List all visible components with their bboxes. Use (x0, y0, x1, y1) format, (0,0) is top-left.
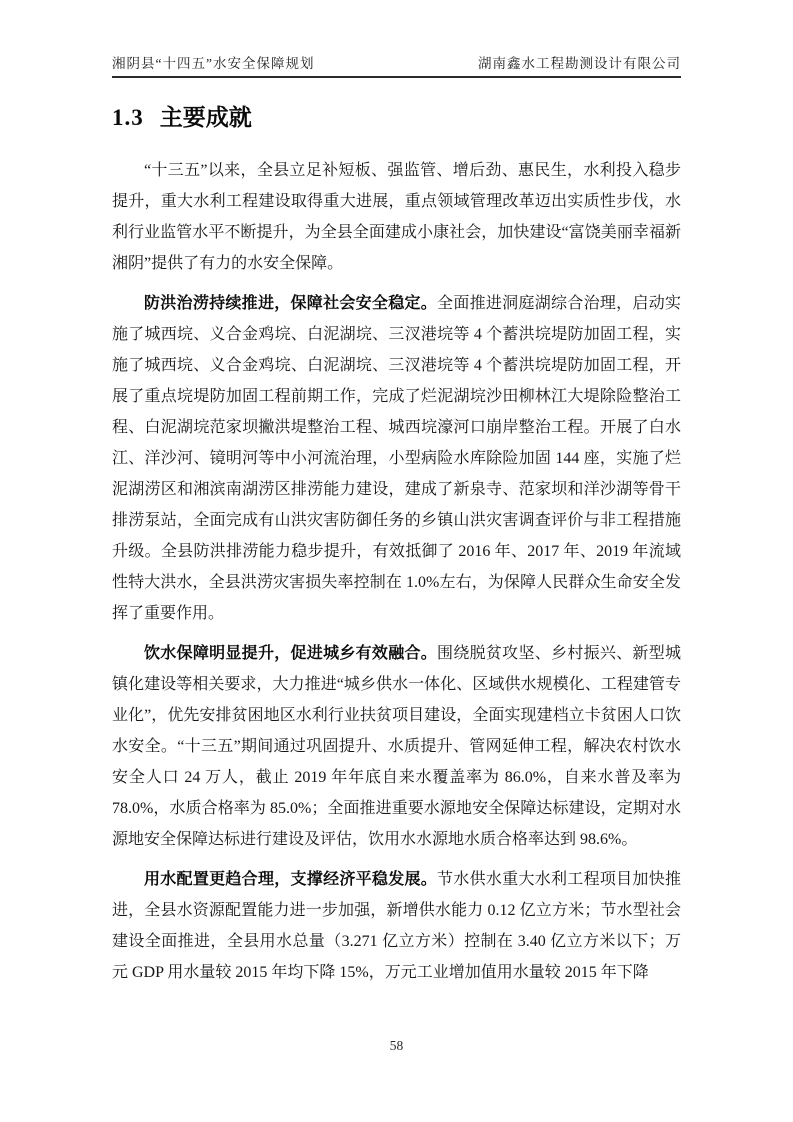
paragraph-flood-control (112, 288, 681, 629)
paragraph-drinking-water (112, 638, 681, 855)
paragraph-lead: 用水配置更趋合理，支撑经济平稳发展。 (144, 871, 438, 888)
section-title (112, 99, 681, 132)
section-title-text: 主要成就 (159, 104, 252, 130)
header-document-title: 湘阴县“十四五”水安全保障规划 (112, 56, 315, 71)
paragraph-intro (112, 155, 681, 279)
paragraph-text: 节水供水重大水利工程项目加快推进，全县水资源配置能力进一步加强，新增供水能力 0.12 亿立方米；节水型社会建设全面推进，全县用水总量（3.271 亿立方米）控制在 3.40 亿立方米以下；万元 GDP 用水量较 2015 年均下降 15%，万元工业增加值用水量较 2015 年下降 (112, 871, 681, 981)
page-header (112, 0, 681, 78)
document-body (112, 155, 681, 988)
paragraph-text: 全面推进洞庭湖综合治理，启动实施了城西垸、义合金鸡垸、白泥湖垸、三汊港垸等 4 个蓄洪垸堤防加固工程，实施了城西垸、义合金鸡垸、白泥湖垸、三汊港垸等 4 个蓄洪垸堤防加固工程，开展了重点垸堤防加固工程前期工作，完成了烂泥湖垸沙田柳林江大堤除险整治工程、白泥湖垸范家坝撇洪堤整治工程、城西垸濠河口崩岸整治工程。开展了白水江、洋沙河、镜明河等中小河流治理，小型病险水库除险加固 144 座，实施了烂泥湖涝区和湘滨南湖涝区排涝能力建设，建成了新泉寺、范家坝和洋沙湖等骨干排涝泵站，全面完成有山洪灾害防御任务的乡镇山洪灾害调查评价与非工程措施升级。全县防洪排涝能力稳步提升，有效抵御了 2016 年、2017 年、2019 年流域性特大洪水，全县洪涝灾害损失率控制在 1.0%左右，为保障人民群众生命安全发挥了重要作用。 (112, 295, 681, 622)
paragraph-text: 围绕脱贫攻坚、乡村振兴、新型城镇化建设等相关要求，大力推进“城乡供水一体化、区域供水规模化、工程建管专业化”，优先安排贫困地区水利行业扶贫项目建设，全面实现建档立卡贫困人口饮水安全。“十三五”期间通过巩固提升、水质提升、管网延伸工程，解决农村饮水安全人口 24 万人，截止 2019 年年底自来水覆盖率为 86.0%，自来水普及率为 78.0%，水质合格率为 85.0%；全面推进重要水源地安全保障达标建设，定期对水源地安全保障达标进行建设及评估，饮用水水源地水质合格率达到 98.6%。 (112, 645, 681, 848)
paragraph-text: “十三五”以来，全县立足补短板、强监管、增后劲、惠民生，水利投入稳步提升，重大水利工程建设取得重大进展，重点领域管理改革迈出实质性步伐，水利行业监管水平不断提升，为全县全面建成小康社会，加快建设“富饶美丽幸福新湘阴”提供了有力的水安全保障。 (112, 162, 681, 272)
section-number: 1.3 (112, 105, 144, 130)
header-company-name: 湖南鑫水工程勘测设计有限公司 (478, 56, 681, 71)
paragraph-water-allocation (112, 864, 681, 988)
paragraph-lead: 防洪治涝持续推进，保障社会安全稳定。 (144, 295, 438, 312)
paragraph-lead: 饮水保障明显提升，促进城乡有效融合。 (144, 645, 438, 662)
page-footer (0, 1038, 793, 1054)
page-number: 58 (389, 1038, 404, 1053)
